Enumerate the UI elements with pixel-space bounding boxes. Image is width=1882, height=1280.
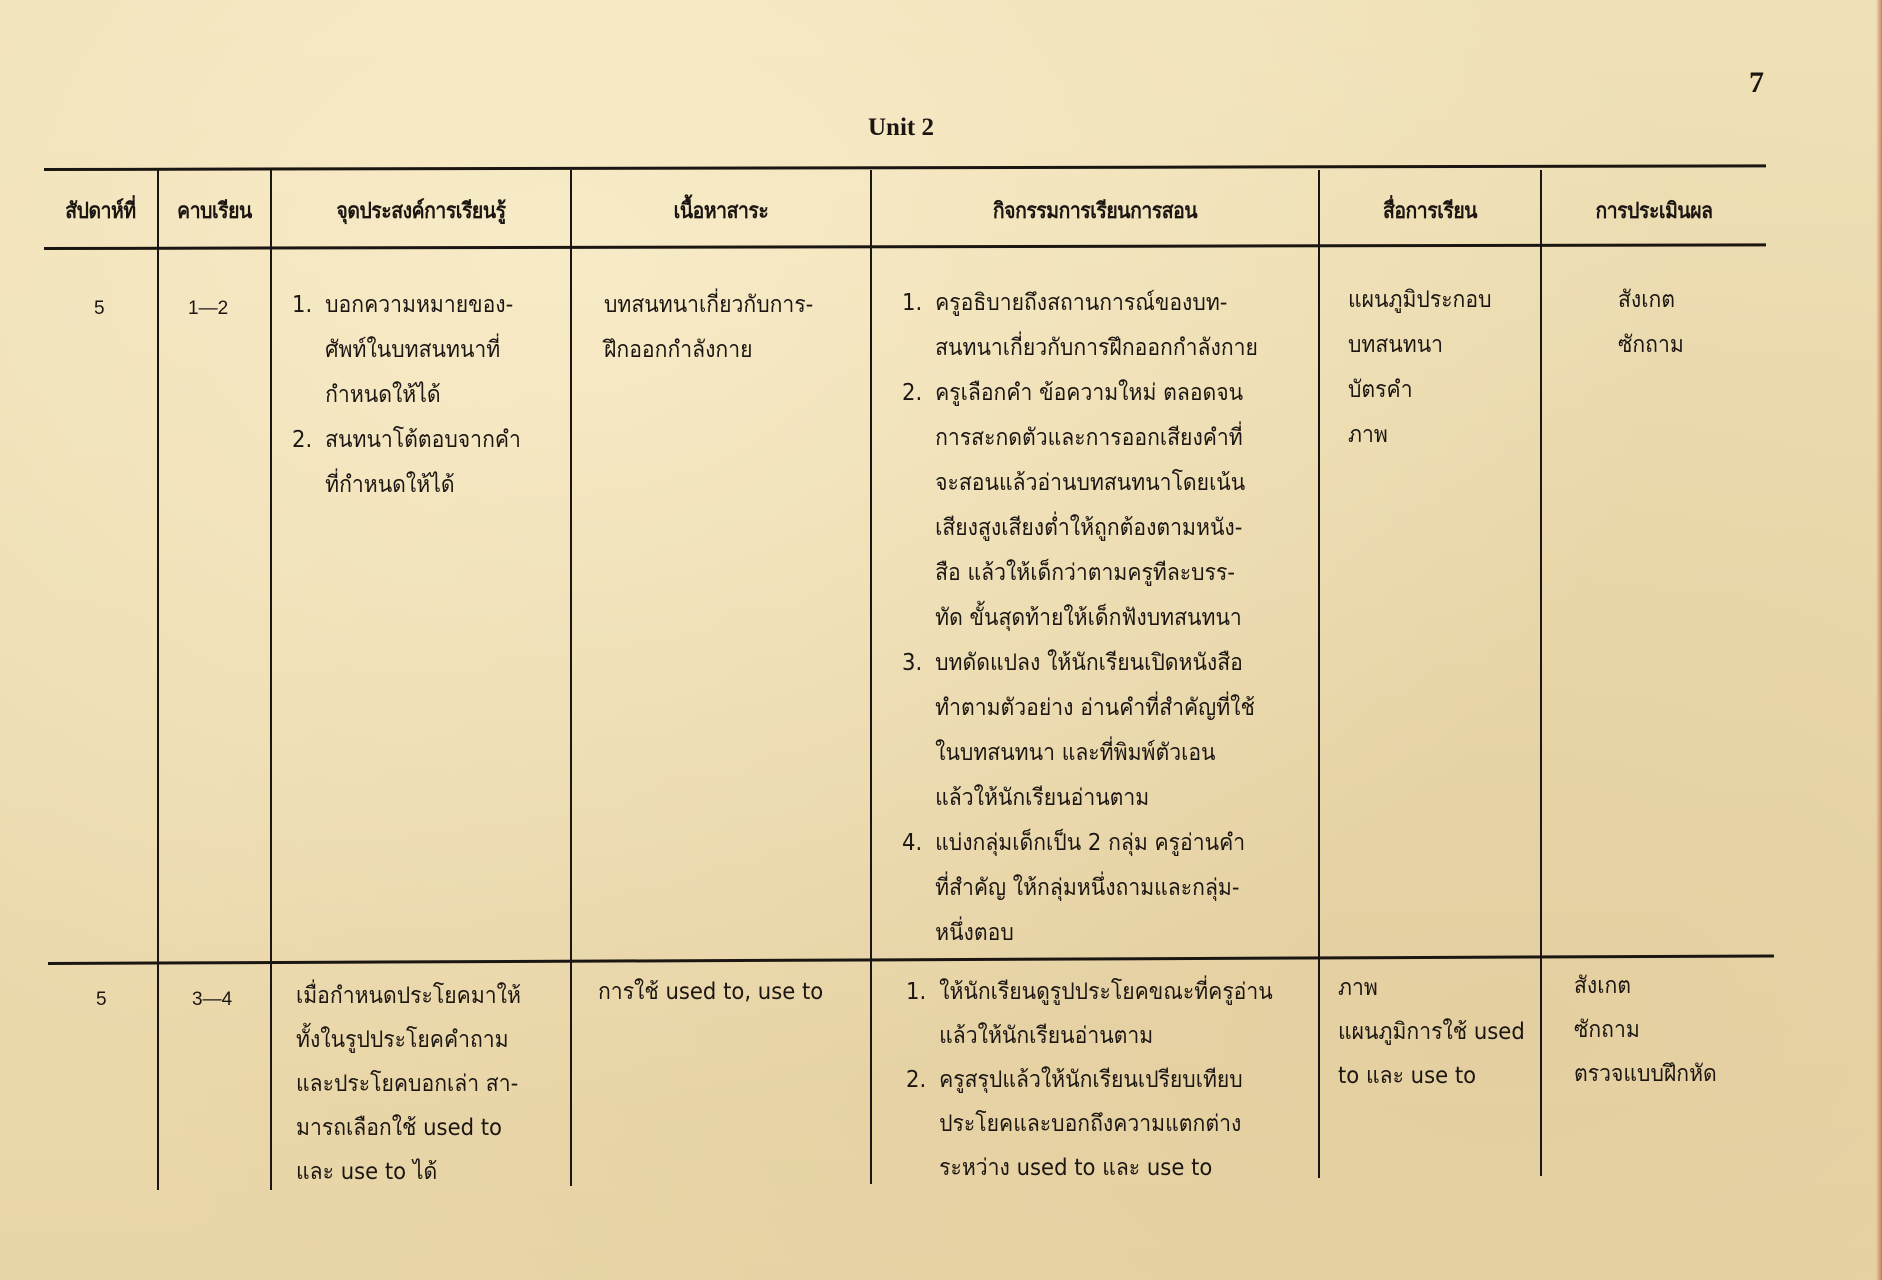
item-number: 1. xyxy=(292,292,313,318)
cell-media xyxy=(1348,278,1492,458)
text-line: และ use to ได้ xyxy=(296,1159,438,1185)
objective-item xyxy=(292,418,521,508)
text-line: ครูสรุปแล้วให้นักเรียนเปรียบเทียบ xyxy=(939,1067,1243,1093)
cell-activities xyxy=(902,281,1258,956)
page-edge xyxy=(1876,0,1882,1280)
header-objectives: จุดประสงค์การเรียนรู้ xyxy=(336,198,506,224)
col-divider-4 xyxy=(870,170,872,1184)
text-line: ประโยคและบอกถึงความแตกต่าง xyxy=(939,1111,1242,1137)
text-line: สังเกต xyxy=(1574,973,1632,999)
text-line: ระหว่าง used to และ use to xyxy=(939,1155,1213,1181)
col-divider-1 xyxy=(157,170,159,1190)
header-media: สื่อการเรียน xyxy=(1382,198,1478,224)
cell-media xyxy=(1338,966,1525,1098)
text-line: เสียงสูงเสียงต่ำให้ถูกต้องตามหนัง- xyxy=(935,515,1243,541)
text-line: หนึ่งตอบ xyxy=(935,920,1014,946)
col-divider-3 xyxy=(570,170,572,1186)
text-line: แผนภูมิประกอบ xyxy=(1348,287,1492,313)
header-period: คาบเรียน xyxy=(177,198,252,224)
text-line: ภาพ xyxy=(1338,975,1378,1001)
text-line: สือ แล้วให้เด็กว่าตามครูทีละบรร- xyxy=(935,560,1235,586)
item-number: 2. xyxy=(906,1067,927,1093)
text-line: to และ use to xyxy=(1338,1063,1477,1089)
col-divider-6 xyxy=(1540,170,1542,1176)
activity-item xyxy=(902,281,1258,371)
text-line: ศัพท์ในบทสนทนาที่ xyxy=(325,337,501,363)
text-line: สนทนาเกี่ยวกับการฝึกออกกำลังกาย xyxy=(935,335,1258,361)
text-line: การใช้ used to, use to xyxy=(598,979,824,1005)
activity-item xyxy=(902,641,1258,821)
text-line: ทำตามตัวอย่าง อ่านคำที่สำคัญที่ใช้ xyxy=(935,695,1255,721)
text-line: สนทนาโต้ตอบจากคำ xyxy=(325,427,521,453)
text-line: แผนภูมิการใช้ used xyxy=(1338,1019,1525,1045)
unit-title: Unit 2 xyxy=(868,114,934,141)
text-line: ฝึกออกกำลังกาย xyxy=(604,337,753,363)
text-line: แบ่งกลุ่มเด็กเป็น 2 กลุ่ม ครูอ่านคำ xyxy=(935,830,1246,856)
item-number: 4. xyxy=(902,830,923,856)
activity-item xyxy=(906,970,1273,1058)
item-number: 3. xyxy=(902,650,923,676)
text-line: ที่สำคัญ ให้กลุ่มหนึ่งถามและกลุ่ม- xyxy=(935,875,1240,901)
activity-item xyxy=(902,371,1258,641)
text-line: แล้วให้นักเรียนอ่านตาม xyxy=(935,785,1150,811)
header-content: เนื้อหาสาระ xyxy=(673,198,769,224)
item-number: 2. xyxy=(902,380,923,406)
cell-content xyxy=(604,283,813,373)
cell-period: 1—2 xyxy=(188,298,229,319)
text-line: ภาพ xyxy=(1348,422,1388,448)
text-line: ซักถาม xyxy=(1618,332,1684,358)
text-line: บทดัดแปลง ให้นักเรียนเปิดหนังสือ xyxy=(935,650,1243,676)
text-line: ทั้งในรูปประโยคคำถาม xyxy=(296,1027,509,1053)
text-line: บทสนทนา xyxy=(1348,332,1444,358)
col-divider-5 xyxy=(1318,170,1320,1178)
objective-item xyxy=(292,283,521,418)
text-line: จะสอนแล้วอ่านบทสนทนาโดยเน้น xyxy=(935,470,1246,496)
text-line: กำหนดให้ได้ xyxy=(325,382,441,408)
text-line: บทสนทนาเกี่ยวกับการ- xyxy=(604,292,814,318)
text-line: ทัด ขั้นสุดท้ายให้เด็กฟังบทสนทนา xyxy=(935,605,1242,631)
header-evaluation: การประเมินผล xyxy=(1595,198,1713,224)
text-line: ครูอธิบายถึงสถานการณ์ของบท- xyxy=(935,290,1228,316)
header-activities: กิจกรรมการเรียนการสอน xyxy=(992,198,1198,224)
cell-week: 5 xyxy=(94,298,105,319)
header-week: สัปดาห์ที่ xyxy=(65,198,136,224)
text-line: เมื่อกำหนดประโยคมาให้ xyxy=(296,983,521,1009)
item-number: 1. xyxy=(902,290,923,316)
row-divider-rule xyxy=(48,954,1774,965)
text-line: ในบทสนทนา และที่พิมพ์ตัวเอน xyxy=(935,740,1216,766)
item-number: 2. xyxy=(292,427,313,453)
text-line: และประโยคบอกเล่า สา- xyxy=(296,1071,519,1097)
header-bottom-rule xyxy=(44,243,1766,250)
cell-activities xyxy=(906,970,1273,1190)
page-number: 7 xyxy=(1749,66,1764,99)
text-line: มารถเลือกใช้ used to xyxy=(296,1115,503,1141)
text-line: ซักถาม xyxy=(1574,1017,1640,1043)
cell-evaluation xyxy=(1618,278,1684,368)
cell-week: 5 xyxy=(96,989,107,1010)
text-line: บัตรคำ xyxy=(1348,377,1413,403)
col-divider-2 xyxy=(270,170,272,1190)
text-line: ครูเลือกคำ ข้อความใหม่ ตลอดจน xyxy=(935,380,1244,406)
text-line: ที่กำหนดให้ได้ xyxy=(325,472,455,498)
text-line: ให้นักเรียนดูรูปประโยคขณะที่ครูอ่าน xyxy=(939,979,1273,1005)
text-line: การสะกดตัวและการออกเสียงคำที่ xyxy=(935,425,1243,451)
item-number: 1. xyxy=(906,979,927,1005)
text-line: สังเกต xyxy=(1618,287,1676,313)
cell-evaluation xyxy=(1574,964,1717,1096)
activity-item xyxy=(902,821,1258,956)
cell-objectives xyxy=(292,283,521,508)
text-line: บอกความหมายของ- xyxy=(325,292,514,318)
table-top-rule xyxy=(44,164,1766,171)
text-line: ตรวจแบบฝึกหัด xyxy=(1574,1061,1717,1087)
cell-period: 3—4 xyxy=(192,989,233,1010)
activity-item xyxy=(906,1058,1273,1190)
cell-objectives xyxy=(296,974,521,1194)
cell-content xyxy=(598,970,823,1014)
text-line: แล้วให้นักเรียนอ่านตาม xyxy=(939,1023,1154,1049)
